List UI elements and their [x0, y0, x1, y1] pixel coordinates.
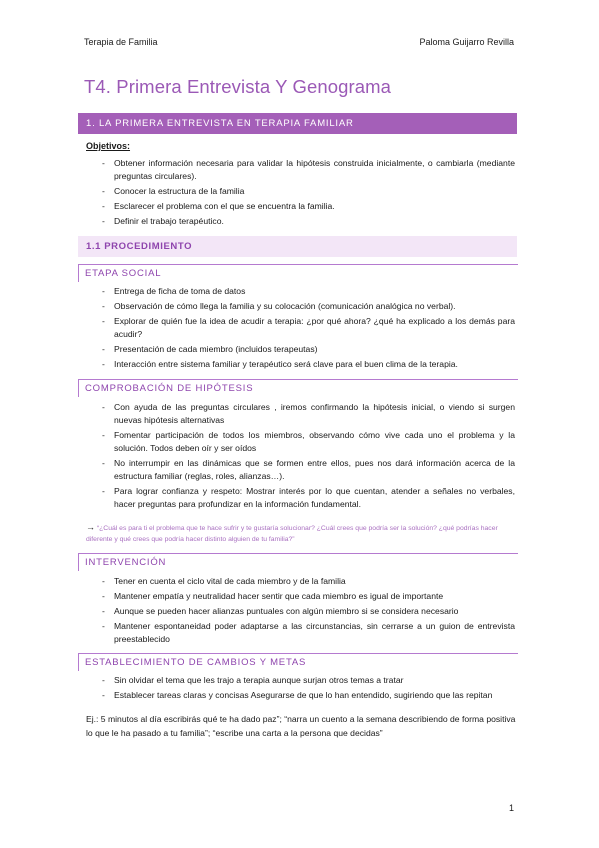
- example-tasks: Ej.: 5 minutos al día escribirás qué te ha dado paz”; “narra un cuento a la semana describiendo de forma positiva lo que le ha pasado a tu familia”; “escribe una carta a la persona que decidas”: [86, 714, 516, 738]
- heading-text: COMPROBACIÓN DE HIPÓTESIS: [85, 383, 254, 394]
- list-item: - Aunque se pueden hacer alianzas puntuales con algún miembro si se considera necesario: [102, 605, 515, 618]
- subsection-heading-procedimiento: [78, 236, 517, 257]
- page-title: T4. Primera Entrevista Y Genograma: [84, 76, 392, 97]
- objetivos-list: [102, 157, 515, 230]
- header-course: Terapia de Familia: [84, 37, 158, 47]
- section-heading-primera-entrevista: [78, 113, 517, 134]
- list-item: - Tener en cuenta el ciclo vital de cada miembro y de la familia: [102, 575, 515, 588]
- heading-text: ESTABLECIMIENTO DE CAMBIOS Y METAS: [85, 657, 307, 668]
- list-item: - Interacción entre sistema familiar y terapéutico será clave para el buen clima de la terapia.: [102, 358, 515, 371]
- list-item: - Sin olvidar el tema que les trajo a terapia aunque surjan otros temas a tratar: [102, 674, 515, 687]
- list-item: - Fomentar participación de todos los miembros, observando cómo vive cada uno el problema y la solución. Todos deben oír y ser oídos: [102, 429, 515, 455]
- list-item: - Para lograr confianza y respeto: Mostrar interés por lo que cuentan, atender a señales no verbales, hacer preguntas para profundizar en la información fundamental.: [102, 485, 515, 511]
- arrow-right-icon: →: [86, 522, 95, 532]
- list-item: - Mantener espontaneidad poder adaptarse a las circunstancias, sin cerrarse a un guion de entrevista preestablecido: [102, 620, 515, 646]
- page-number: 1: [508, 803, 514, 813]
- list-item: - Con ayuda de las preguntas circulares , iremos confirmando la hipótesis inicial, o viendo si surgen nuevas hipótesis alternativas: [102, 401, 515, 427]
- list-item: - No interrumpir en las dinámicas que se formen entre ellos, pues nos dará información acerca de la estructura familiar (reglas, roles, alianzas…).: [102, 457, 515, 483]
- list-item: - Presentación de cada miembro (incluidos terapeutas): [102, 343, 515, 356]
- intervencion-list: [102, 575, 515, 648]
- objetivos-label: Objetivos:: [86, 141, 131, 151]
- heading-intervencion: [78, 553, 518, 571]
- list-item: - Observación de cómo llega la familia y su colocación (comunicación analógica no verbal).: [102, 300, 515, 313]
- note-text: “¿Cuál es para ti el problema que te hace sufrir y te gustaría solucionar? ¿Cuál crees que podría ser la solución? ¿qué podrías hacer diferente y qué crees que podría hacer distinto alguien de tu familia?”: [86, 525, 498, 543]
- list-item: - Obtener información necesaria para validar la hipótesis construida inicialmente, o cambiarla (mediante preguntas circulares).: [102, 157, 515, 183]
- list-item: - Establecer tareas claras y concisas Asegurarse de que lo han entendido, sugiriendo que las repitan: [102, 689, 515, 702]
- comprobacion-list: [102, 401, 515, 513]
- list-item: - Definir el trabajo terapéutico.: [102, 215, 515, 228]
- heading-etapa-social: [78, 264, 518, 282]
- section-heading-text: 1. LA PRIMERA ENTREVISTA EN TERAPIA FAMILIAR: [86, 118, 354, 129]
- list-item: - Esclarecer el problema con el que se encuentra la familia.: [102, 200, 515, 213]
- cambios-list: [102, 674, 515, 704]
- heading-text: INTERVENCIÓN: [85, 557, 167, 568]
- heading-cambios-metas: [78, 653, 518, 671]
- heading-comprobacion-hipotesis: [78, 379, 518, 397]
- example-questions-note: [86, 522, 516, 545]
- etapa-social-list: [102, 285, 515, 373]
- heading-text: ETAPA SOCIAL: [85, 268, 162, 279]
- header-author: Paloma Guijarro Revilla: [419, 37, 514, 47]
- list-item: - Conocer la estructura de la familia: [102, 185, 515, 198]
- list-item: - Mantener empatía y neutralidad hacer sentir que cada miembro es igual de importante: [102, 590, 515, 603]
- subsection-heading-text: 1.1 PROCEDIMIENTO: [86, 241, 193, 252]
- list-item: - Explorar de quién fue la idea de acudir a terapia: ¿por qué ahora? ¿qué ha explicado a los demás para acudir?: [102, 315, 515, 341]
- list-item: - Entrega de ficha de toma de datos: [102, 285, 515, 298]
